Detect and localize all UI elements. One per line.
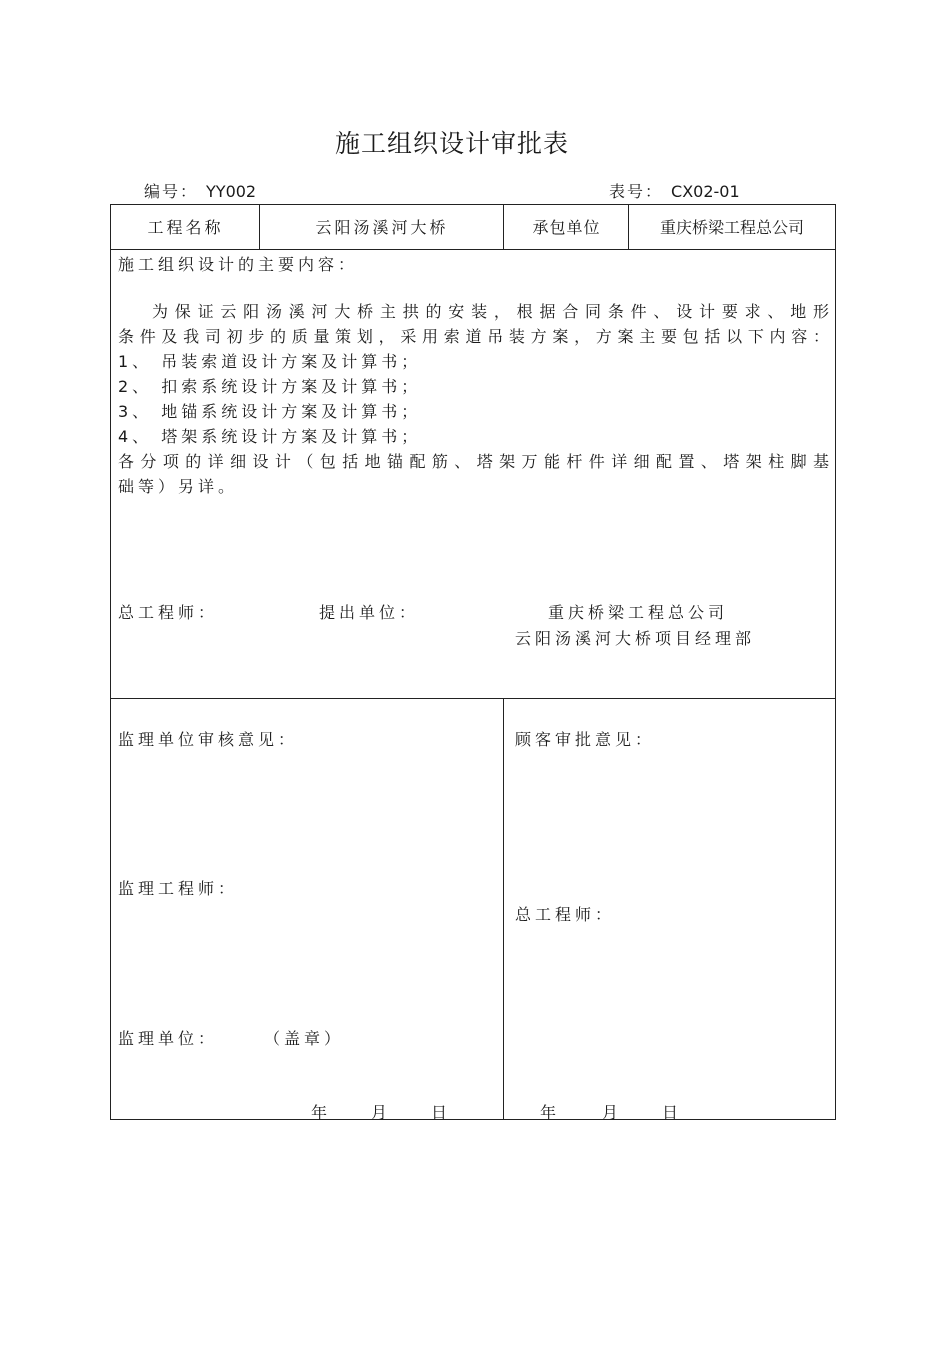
project-name-label: 工程名称 (147, 218, 224, 237)
date-day: 日 (431, 1103, 448, 1122)
opinion-col-divider (503, 698, 504, 1120)
customer-chief-engineer-label: 总工程师： (515, 905, 616, 924)
submitter-label: 提出单位： (319, 603, 420, 622)
date-day: 日 (662, 1103, 679, 1122)
document-number-label: 编号： (144, 182, 199, 201)
content-item: 3、 地锚系统设计方案及计算书； (118, 402, 422, 421)
date-month: 月 (371, 1103, 388, 1122)
header-col-divider-2 (503, 204, 504, 249)
content-heading: 施工组织设计的主要内容： (118, 255, 359, 274)
detail-line-2: 础等）另详。 (118, 477, 239, 496)
date-month: 月 (602, 1103, 619, 1122)
date-year: 年 (540, 1103, 557, 1122)
header-col-divider-3 (628, 204, 629, 249)
supervision-opinion-label: 监理单位审核意见： (118, 730, 299, 749)
content-body (118, 299, 830, 499)
supervision-engineer-label: 监理工程师： (118, 879, 239, 898)
supervision-date (311, 1100, 447, 1123)
document-number-value: YY002 (206, 182, 257, 201)
content-item: 1、 吊装索道设计方案及计算书； (118, 352, 422, 371)
supervision-unit-label: 监理单位： (118, 1029, 219, 1048)
document-title: 施工组织设计审批表 (334, 129, 569, 158)
customer-opinion-label: 顾客审批意见： (515, 730, 656, 749)
contractor-label: 承包单位 (532, 218, 601, 237)
content-section-divider (110, 698, 836, 699)
project-name-value: 云阳汤溪河大桥 (315, 218, 449, 237)
customer-date (540, 1100, 678, 1123)
document-number (144, 179, 256, 202)
chief-engineer-label: 总工程师： (118, 603, 219, 622)
submitter-department: 云阳汤溪河大桥项目经理部 (515, 629, 756, 648)
form-number-label: 表号： (609, 182, 664, 201)
date-year: 年 (311, 1103, 328, 1122)
content-item: 2、 扣索系统设计方案及计算书； (118, 377, 422, 396)
submitter-company: 重庆桥梁工程总公司 (548, 603, 729, 622)
intro-line-2: 条件及我司初步的质量策划，采用索道吊装方案，方案主要包括以下内容： (118, 327, 830, 346)
content-item: 4、 塔架系统设计方案及计算书； (118, 427, 422, 446)
header-col-divider-1 (259, 204, 260, 249)
seal-label: （盖章） (264, 1029, 345, 1048)
form-number (609, 179, 740, 202)
detail-line-1: 各分项的详细设计（包括地锚配筋、塔架万能杆件详细配置、塔架柱脚基 (118, 452, 830, 471)
header-row-divider (110, 249, 836, 250)
form-number-value: CX02-01 (671, 182, 740, 201)
intro-line-1: 为保证云阳汤溪河大桥主拱的安装，根据合同条件、设计要求、地形 (152, 302, 830, 321)
contractor-value: 重庆桥梁工程总公司 (659, 218, 804, 237)
